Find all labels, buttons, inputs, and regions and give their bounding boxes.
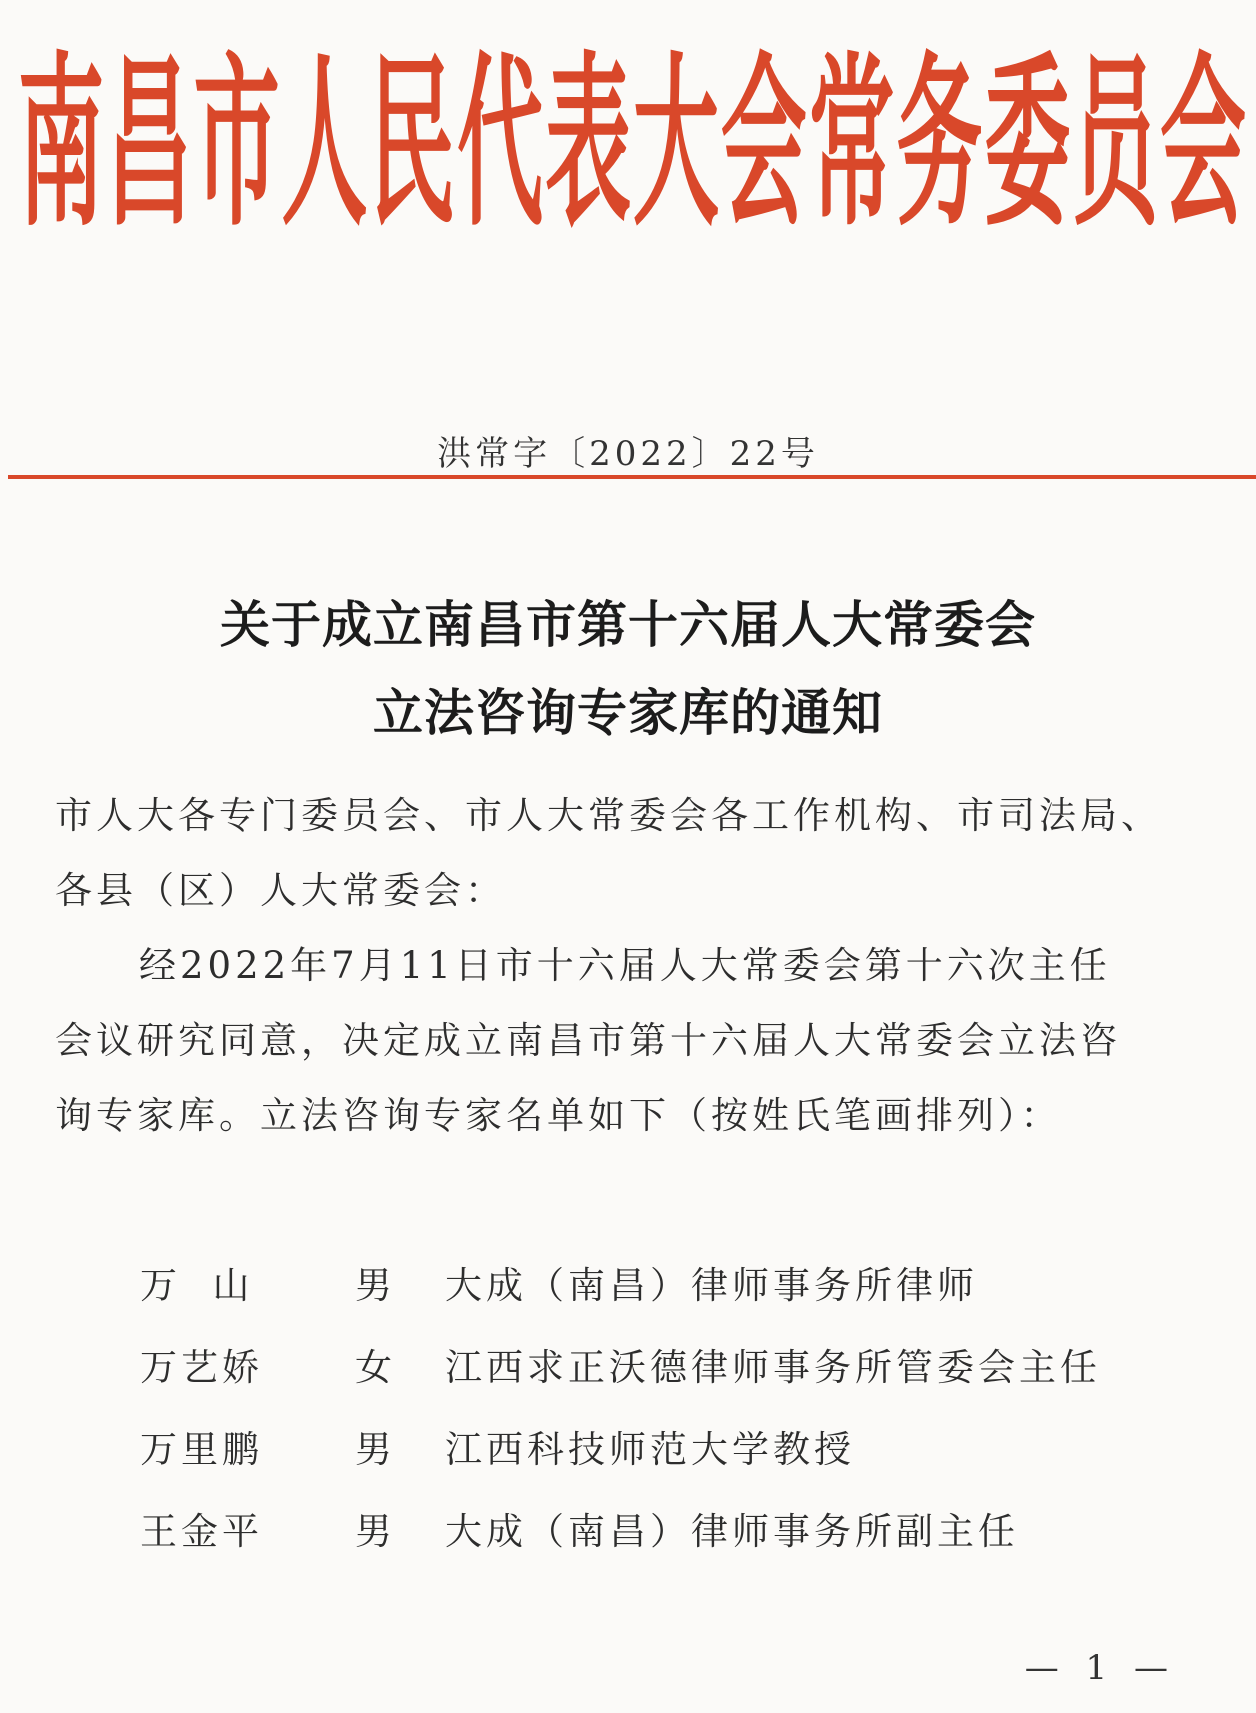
expert-gender: 男 [355, 1510, 392, 1553]
document-title-line-2: 立法咨询专家库的通知 [373, 683, 883, 742]
masthead-char: 会 [720, 37, 807, 253]
expert-organization: 大成（南昌）律师事务所律师 [445, 1264, 978, 1307]
expert-row [140, 1255, 1240, 1337]
masthead-char: 市 [193, 37, 280, 253]
expert-name: 万 山 [140, 1264, 254, 1307]
paragraph-line-2: 会议研究同意，决定成立南昌市第十六届人大常委会立法咨 [55, 1019, 1121, 1062]
expert-row [140, 1337, 1240, 1419]
page-number: — 1 — [1024, 1648, 1176, 1688]
expert-row [140, 1419, 1240, 1501]
masthead-char: 民 [369, 37, 456, 253]
expert-name: 万艺娇 [140, 1346, 263, 1389]
red-divider-rule [8, 475, 1256, 479]
expert-name: 万里鹏 [140, 1428, 263, 1471]
expert-gender: 男 [355, 1428, 392, 1471]
masthead-char: 务 [896, 37, 983, 253]
expert-gender: 女 [355, 1346, 392, 1389]
expert-name: 王金平 [140, 1510, 263, 1553]
document-title-line-1: 关于成立南昌市第十六届人大常委会 [220, 595, 1036, 654]
masthead-char: 人 [281, 37, 368, 253]
expert-row [140, 1501, 1240, 1583]
masthead-char: 常 [808, 37, 895, 253]
masthead-char: 员 [1072, 37, 1159, 253]
recipients-line-1: 市人大各专门委员会、市人大常委会各工作机构、市司法局、 [55, 794, 1162, 837]
recipients-line-2: 各县（区）人大常委会： [55, 869, 506, 912]
masthead-char: 代 [457, 37, 544, 253]
masthead [18, 20, 1246, 270]
masthead-char: 南 [18, 37, 104, 253]
document-number: 洪常字〔2022〕22号 [437, 434, 819, 474]
paragraph-line-3: 询专家库。立法咨询专家名单如下（按姓氏笔画排列）： [55, 1094, 1062, 1137]
masthead-char: 大 [632, 37, 719, 253]
expert-list [140, 1255, 1240, 1583]
paragraph-line-1: 经2022年7月11日市十六届人大常委会第十六次主任 [139, 944, 1111, 987]
expert-organization: 江西求正沃德律师事务所管委会主任 [445, 1346, 1101, 1389]
expert-gender: 男 [355, 1264, 392, 1307]
masthead-char: 昌 [105, 37, 192, 253]
expert-organization: 大成（南昌）律师事务所副主任 [445, 1510, 1019, 1553]
expert-organization: 江西科技师范大学教授 [445, 1428, 855, 1471]
masthead-char: 会 [1159, 37, 1246, 253]
masthead-char: 表 [545, 37, 632, 253]
masthead-char: 委 [984, 37, 1071, 253]
